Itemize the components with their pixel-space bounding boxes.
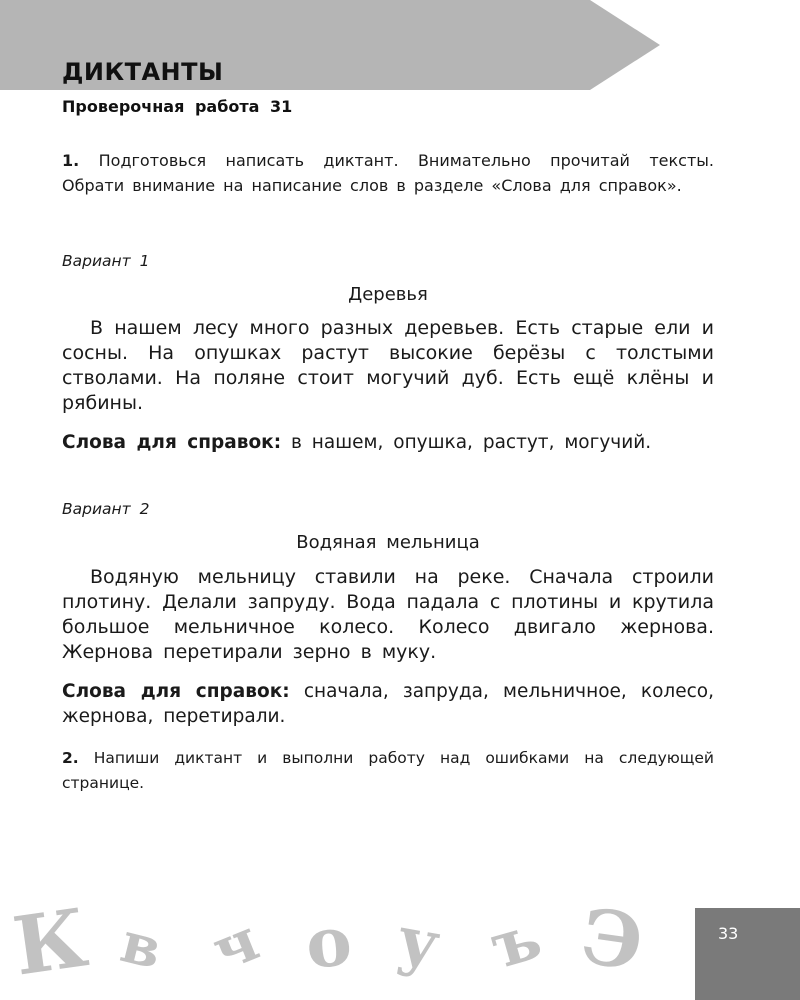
task-2 [62, 746, 714, 796]
task-2-text: Напиши диктант и выполни работу над ошибками на следующей странице. [62, 749, 714, 792]
work-title: Проверочная работа 31 [62, 97, 293, 116]
decor-letter: К [7, 890, 93, 994]
variant-2-reference-words [62, 679, 714, 729]
page-number: 33 [718, 924, 739, 943]
task-1 [62, 148, 714, 198]
page-number-box [695, 908, 800, 1000]
decor-letter: о [302, 901, 355, 985]
reference-words-list: сначала, запруда, мельничное, колесо, жернова, перетирали. [62, 681, 714, 727]
decor-letter: ч [202, 905, 268, 985]
variant-2-label: Вариант 2 [62, 500, 150, 518]
variant-1-reference-words [62, 430, 714, 455]
variant-1-text: В нашем лесу много разных деревьев. Есть старые ели и сосны. На опушках растут высокие берёзы с толстыми стволами. На поляне стоит могучий дуб. Есть ещё клёны и рябины. [62, 317, 714, 414]
reference-words-label: Слова для справок: [62, 681, 290, 702]
variant-2-title: Водяная мельница [296, 532, 480, 553]
decor-letter: в [114, 909, 169, 983]
variant-1-label: Вариант 1 [62, 252, 150, 270]
variant-2-text: Водяную мельницу ставили на реке. Сначала строили плотину. Делали запруду. Вода падала с плотины и крутила большое мельничное колесо. Колесо двигало жернова. Жернова перетирали зерно в муку. [62, 566, 714, 663]
decor-letter: ъ [482, 899, 549, 984]
reference-words-list: в нашем, опушка, растут, могучий. [291, 432, 652, 453]
decor-letter: Э [576, 891, 649, 988]
decorative-letters [7, 890, 654, 994]
decor-letter: у [391, 902, 446, 983]
task-1-text: Подготовься написать диктант. Внимательно прочитай тексты. Обрати внимание на написание слов в разделе «Слова для справок». [62, 151, 714, 195]
task-2-number: 2. [62, 749, 79, 767]
variant-1-title: Деревья [348, 284, 428, 305]
reference-words-label: Слова для справок: [62, 432, 282, 453]
task-1-number: 1. [62, 151, 80, 170]
section-title: ДИКТАНТЫ [62, 58, 224, 86]
